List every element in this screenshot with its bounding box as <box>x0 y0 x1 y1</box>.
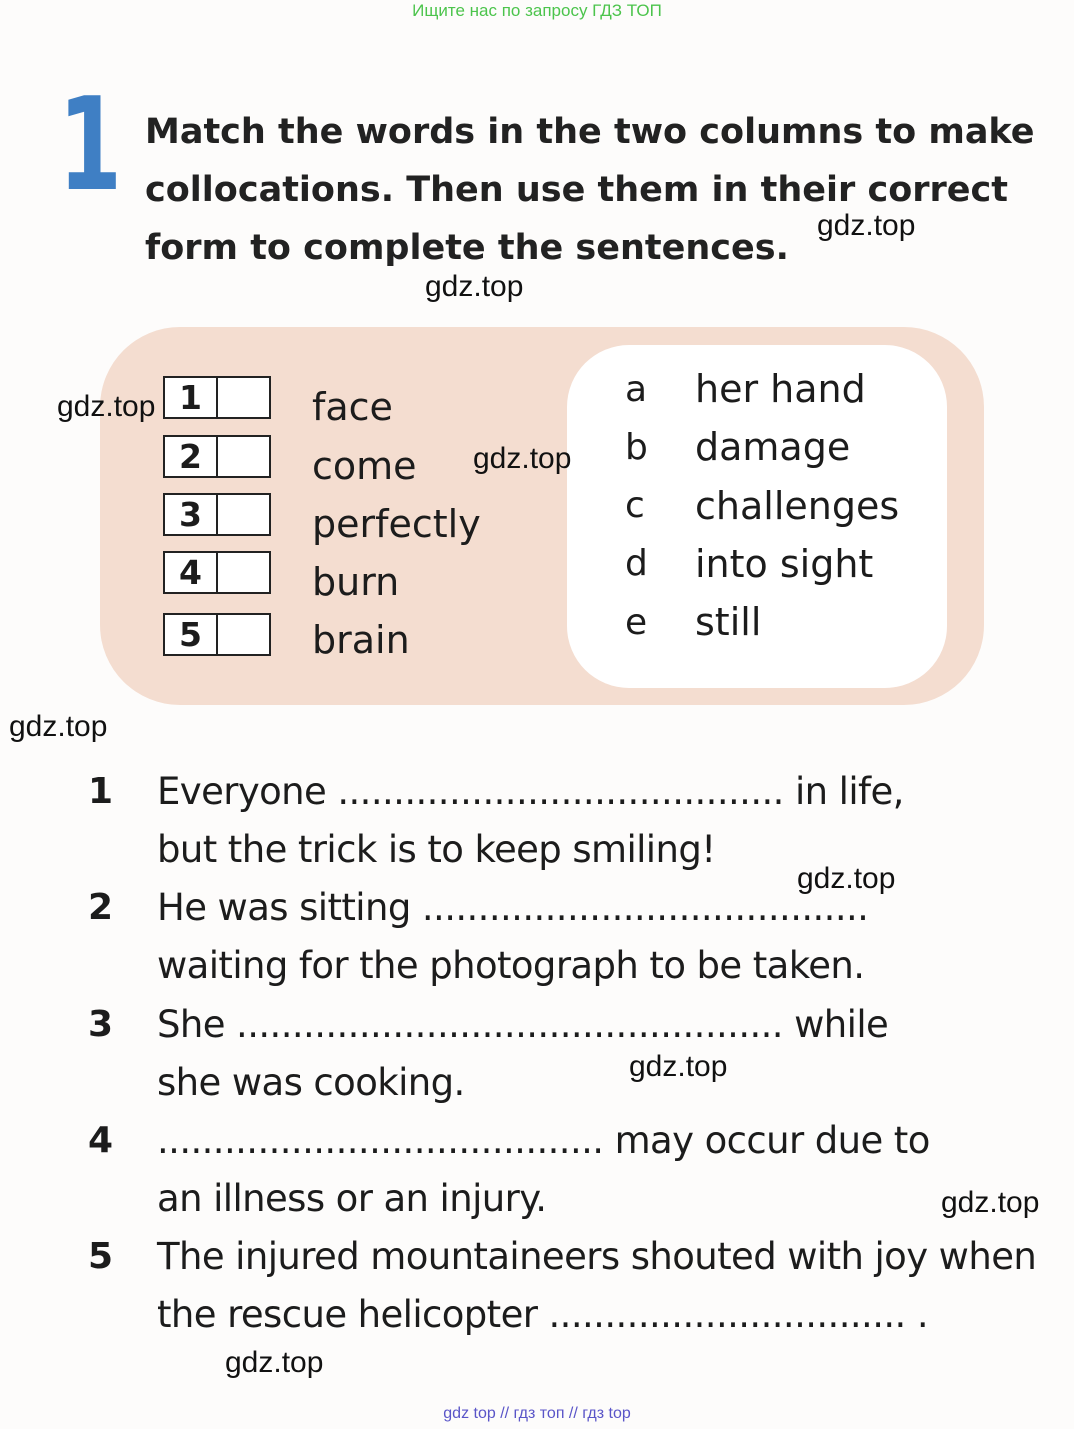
option-word: damage <box>695 425 851 469</box>
sentence-line: The injured mountaineers shouted with joy when <box>157 1235 1037 1278</box>
left-word: perfectly <box>312 502 481 546</box>
watermark: gdz.top <box>225 1346 324 1379</box>
item-number: 2 <box>165 437 218 476</box>
sentence-number: 5 <box>88 1236 114 1277</box>
instruction-line: Match the words in the two columns to make <box>145 112 1035 152</box>
exercise-instruction <box>145 103 1035 277</box>
sentence-number: 1 <box>88 771 114 812</box>
sentence-line: He was sitting ........................................ <box>157 886 869 929</box>
sentence-number: 3 <box>88 1004 114 1045</box>
answer-field[interactable] <box>218 378 269 417</box>
answer-field[interactable] <box>218 553 269 592</box>
sentence-line: waiting for the photograph to be taken. <box>157 944 865 987</box>
watermark: gdz.top <box>817 209 916 242</box>
instruction-line: form to complete the sentences. <box>145 228 789 268</box>
item-number: 1 <box>165 378 218 417</box>
option-letter: e <box>625 602 648 643</box>
item-number: 4 <box>165 553 218 592</box>
footer-banner: gdz top // гдз топ // гдз top <box>443 1405 631 1422</box>
watermark: gdz.top <box>57 390 156 423</box>
answer-field[interactable] <box>218 615 269 654</box>
watermark: gdz.top <box>797 862 896 895</box>
option-letter: d <box>625 543 648 584</box>
item-number: 3 <box>165 495 218 534</box>
sentence-number: 4 <box>88 1120 114 1161</box>
watermark: gdz.top <box>425 270 524 303</box>
option-word: her hand <box>695 367 866 411</box>
instruction-line: collocations. Then use them in their correct <box>145 170 1009 210</box>
option-word: challenges <box>695 484 900 528</box>
watermark: gdz.top <box>473 442 572 475</box>
header-banner: Ищите нас по запросу ГДЗ ТОП <box>412 1 662 20</box>
watermark: gdz.top <box>629 1050 728 1083</box>
sentence-line: the rescue helicopter ................................ . <box>157 1293 929 1336</box>
left-word: face <box>312 385 393 429</box>
answer-field[interactable] <box>218 437 269 476</box>
sentence-line: She ................................................. while <box>157 1003 889 1046</box>
left-word: come <box>312 444 417 488</box>
sentence-line: ........................................ may occur due to <box>157 1119 930 1162</box>
sentence-line: an illness or an injury. <box>157 1177 547 1220</box>
answer-box-3 <box>163 493 271 536</box>
answer-field[interactable] <box>218 495 269 534</box>
answer-box-2 <box>163 435 271 478</box>
sentence-line: she was cooking. <box>157 1061 465 1104</box>
left-word: brain <box>312 618 410 662</box>
left-word: burn <box>312 560 400 604</box>
sentence-line: but the trick is to keep smiling! <box>157 828 716 871</box>
sentence-line: Everyone ........................................ in life, <box>157 770 904 813</box>
answer-box-1 <box>163 376 271 419</box>
answer-box-4 <box>163 551 271 594</box>
option-letter: c <box>625 485 645 526</box>
option-letter: b <box>625 427 648 468</box>
sentence-number: 2 <box>88 887 114 928</box>
answer-box-5 <box>163 613 271 656</box>
option-word: into sight <box>695 542 874 586</box>
option-word: still <box>695 600 762 644</box>
watermark: gdz.top <box>9 710 108 743</box>
item-number: 5 <box>165 615 218 654</box>
option-letter: a <box>625 369 648 410</box>
watermark: gdz.top <box>941 1186 1040 1219</box>
exercise-number: 1 <box>58 71 123 220</box>
